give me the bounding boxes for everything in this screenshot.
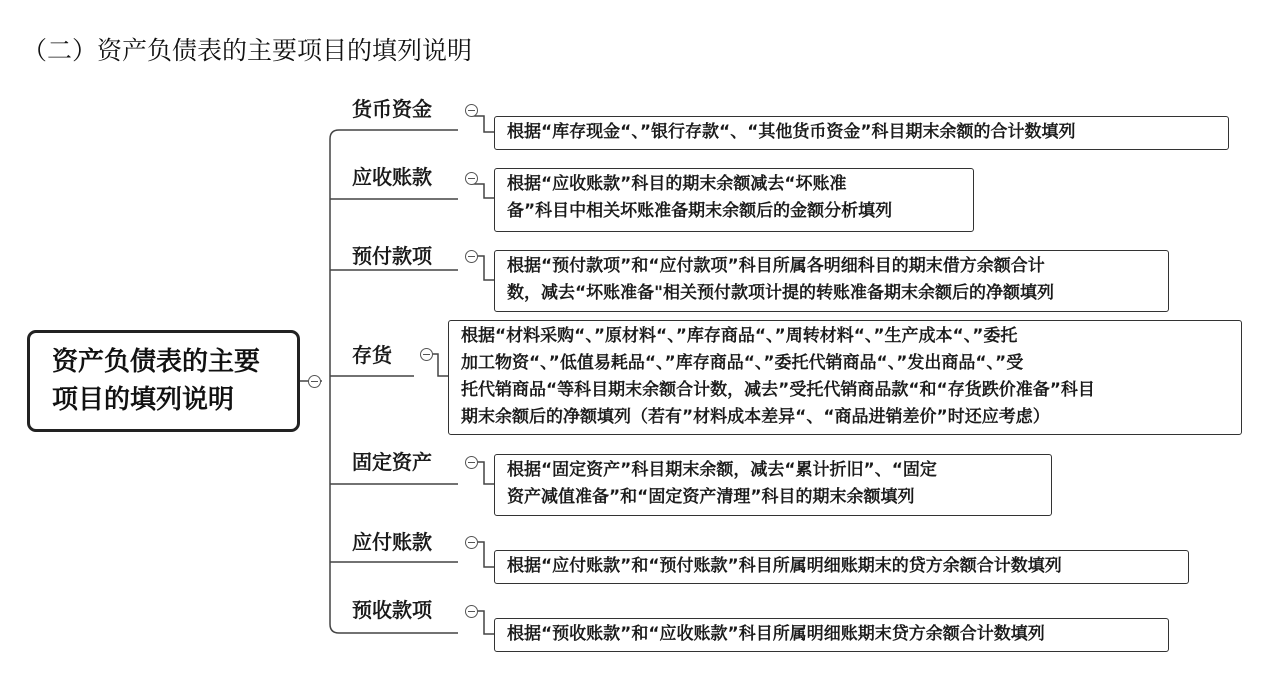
desc-box-fixed-assets[interactable]: [494, 454, 1052, 516]
box-connector-1: [471, 184, 494, 198]
spine-cap-top: [330, 130, 339, 139]
branch-collapse-toggle-icon[interactable]: [465, 536, 478, 549]
desc-box-inventory[interactable]: [448, 320, 1242, 435]
desc-line: 根据“材料采购“、”原材料“、”库存商品“、”周转材料“、”生产成本“、”委托: [461, 326, 1018, 346]
desc-line: 根据“预付款项”和“应付款项”科目所属各明细科目的期末借方余额合计: [507, 256, 1045, 276]
branch-label-cash[interactable]: 货币资金: [352, 97, 432, 121]
desc-line: 根据“库存现金“、”银行存款“、“其他货币资金”科目期末余额的合计数填列: [507, 122, 1076, 142]
desc-line: 资产减值准备”和“固定资产清理”科目的期末余额填列: [507, 487, 915, 507]
desc-line: 根据“预收账款”和“应收账款”科目所属明细账期末贷方余额合计数填列: [507, 624, 1045, 644]
desc-line: 根据“固定资产”科目期末余额，减去“累计折旧”、“固定: [507, 460, 937, 480]
branch-label-inventory[interactable]: 存货: [352, 343, 392, 367]
root-node-line-2: 项目的填列说明: [52, 385, 235, 415]
branch-collapse-toggle-icon[interactable]: [465, 605, 478, 618]
root-node-line-1: 资产负债表的主要: [52, 347, 261, 377]
branch-collapse-toggle-icon[interactable]: [465, 172, 478, 185]
box-connector-0: [471, 116, 494, 132]
desc-line: 加工物资“、”低值易耗品“、”库存商品“、”委托代销商品“、”发出商品“、”受: [461, 353, 1024, 373]
branch-collapse-toggle-icon[interactable]: [465, 250, 478, 263]
branch-collapse-toggle-icon[interactable]: [465, 456, 478, 469]
branch-label-prepayments[interactable]: 预付款项: [352, 244, 432, 268]
desc-box-prepayments[interactable]: [494, 250, 1169, 312]
branch-collapse-toggle-icon[interactable]: [420, 348, 433, 361]
desc-line: 根据“应付账款”和“预付账款”科目所属明细账期末的贷方余额合计数填列: [507, 556, 1062, 576]
branch-label-accounts-payable[interactable]: 应付账款: [352, 530, 432, 554]
root-collapse-toggle-icon[interactable]: [308, 375, 321, 388]
page-title: （二）资产负债表的主要项目的填列说明: [22, 36, 473, 65]
desc-line: 数，减去“坏账准备"相关预付款项计提的转账准备期末余额后的净额填列: [507, 283, 1055, 303]
desc-box-accounts-receivable[interactable]: [494, 168, 974, 232]
root-node[interactable]: [27, 330, 300, 432]
desc-box-advances-received[interactable]: [494, 618, 1169, 652]
desc-line: 根据“应收账款”科目的期末余额减去“坏账准: [507, 174, 847, 194]
desc-line: 托代销商品“等科目期末余额合计数，减去”受托代销商品款“和“存货跌价准备”科目: [461, 380, 1095, 400]
desc-line: 备”科目中相关坏账准备期末余额后的金额分析填列: [507, 201, 893, 221]
desc-line: 期末余额后的净额填列（若有”材料成本差异“、“商品进销差价”时还应考虑）: [461, 407, 1050, 427]
desc-box-cash[interactable]: [494, 116, 1229, 150]
branch-collapse-toggle-icon[interactable]: [465, 104, 478, 117]
branch-label-accounts-receivable[interactable]: 应收账款: [352, 165, 432, 189]
branch-label-fixed-assets[interactable]: 固定资产: [352, 450, 432, 474]
branch-label-advances-received[interactable]: 预收款项: [352, 598, 432, 622]
spine-cap-bottom: [330, 624, 339, 633]
desc-box-accounts-payable[interactable]: [494, 550, 1189, 584]
